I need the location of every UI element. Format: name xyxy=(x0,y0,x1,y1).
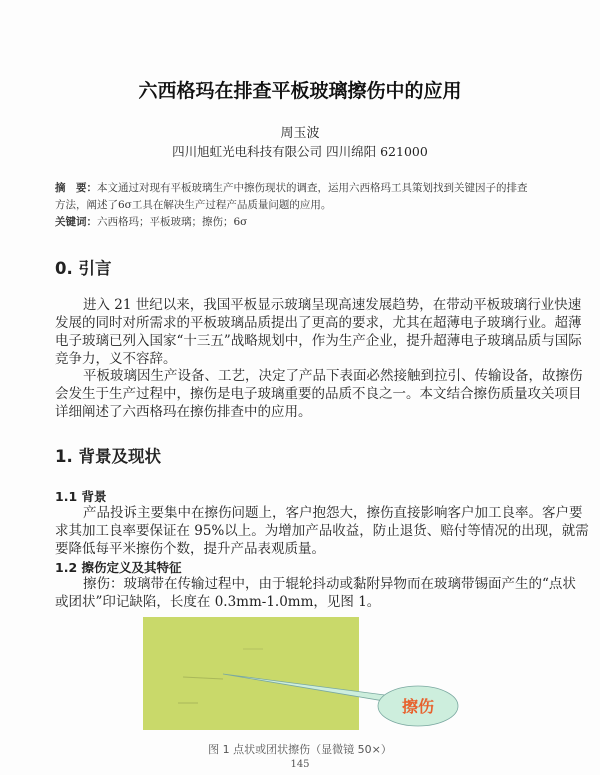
abstract-text: 本文通过对现有平板玻璃生产中擦伤现状的调查，运用六西格玛工具策划找到关键因子的排查 xyxy=(97,182,528,194)
affiliation: 四川旭虹光电科技有限公司 四川绵阳 621000 xyxy=(172,144,428,159)
author: 周玉波 xyxy=(280,126,320,141)
keywords xyxy=(55,214,517,230)
body-line: 详细阐述了六西格玛在擦伤排查中的应用。 xyxy=(55,404,312,420)
callout-pointer xyxy=(223,674,390,702)
body-line: 电子玻璃已列入国家“十三五”战略规划中，作为生产企业，提升超薄电子玻璃品质与国际 xyxy=(55,333,582,349)
body-line: 或团状”印记缺陷，长度在 0.3mm-1.0mm，见图 1。 xyxy=(55,594,381,610)
figure-caption: 图 1 点状或团状擦伤（显微镜 50×） xyxy=(208,743,392,756)
body-line: 进入 21 世纪以来，我国平板显示玻璃呈现高速发展趋势，在带动平板玻璃行业快速 xyxy=(83,297,582,313)
subsection-heading: 1.2 擦伤定义及其特征 xyxy=(55,560,182,575)
keywords-label: 关键词： xyxy=(55,216,97,228)
abstract-line xyxy=(55,180,528,196)
subsection-heading: 1.1 背景 xyxy=(55,489,107,504)
body-line: 产品投诉主要集中在擦伤问题上，客户抱怨大，擦伤直接影响客户加工良率。客户要 xyxy=(83,505,583,521)
body-line: 求其加工良率要保证在 95%以上。为增加产品收益，防止退货、赔付等情况的出现，就需 xyxy=(55,523,589,539)
page-number: 145 xyxy=(290,759,310,770)
body-line: 平板玻璃因生产设备、工艺，决定了产品下表面必然接触到拉引、传输设备，故擦伤 xyxy=(83,368,583,384)
keywords-text: 六西格玛；平板玻璃；擦伤；6σ xyxy=(97,216,248,228)
section-heading: 0. 引言 xyxy=(55,259,112,278)
paper-title: 六西格玛在排查平板玻璃擦伤中的应用 xyxy=(138,80,462,102)
body-line: 要降低每平米擦伤个数，提升产品表观质量。 xyxy=(55,541,325,557)
body-line: 竞争力，义不容辞。 xyxy=(55,351,177,367)
callout xyxy=(140,610,470,740)
abstract-label: 摘 要： xyxy=(55,182,97,194)
section-heading: 1. 背景及现状 xyxy=(55,447,161,466)
body-line: 发展的同时对所需求的平板玻璃品质提出了更高的要求，尤其在超薄电子玻璃行业。超薄 xyxy=(55,315,582,331)
body-line: 会发生于生产过程中，擦伤是电子玻璃重要的品质不良之一。本文结合擦伤质量攻关项目 xyxy=(55,386,582,402)
body-line: 擦伤：玻璃带在传输过程中，由于辊轮抖动或黏附异物而在玻璃带锡面产生的“点状 xyxy=(83,576,576,592)
callout-label: 擦伤 xyxy=(401,697,435,716)
abstract-line: 方法，阐述了6σ工具在解决生产过程产品质量问题的应用。 xyxy=(55,199,332,211)
